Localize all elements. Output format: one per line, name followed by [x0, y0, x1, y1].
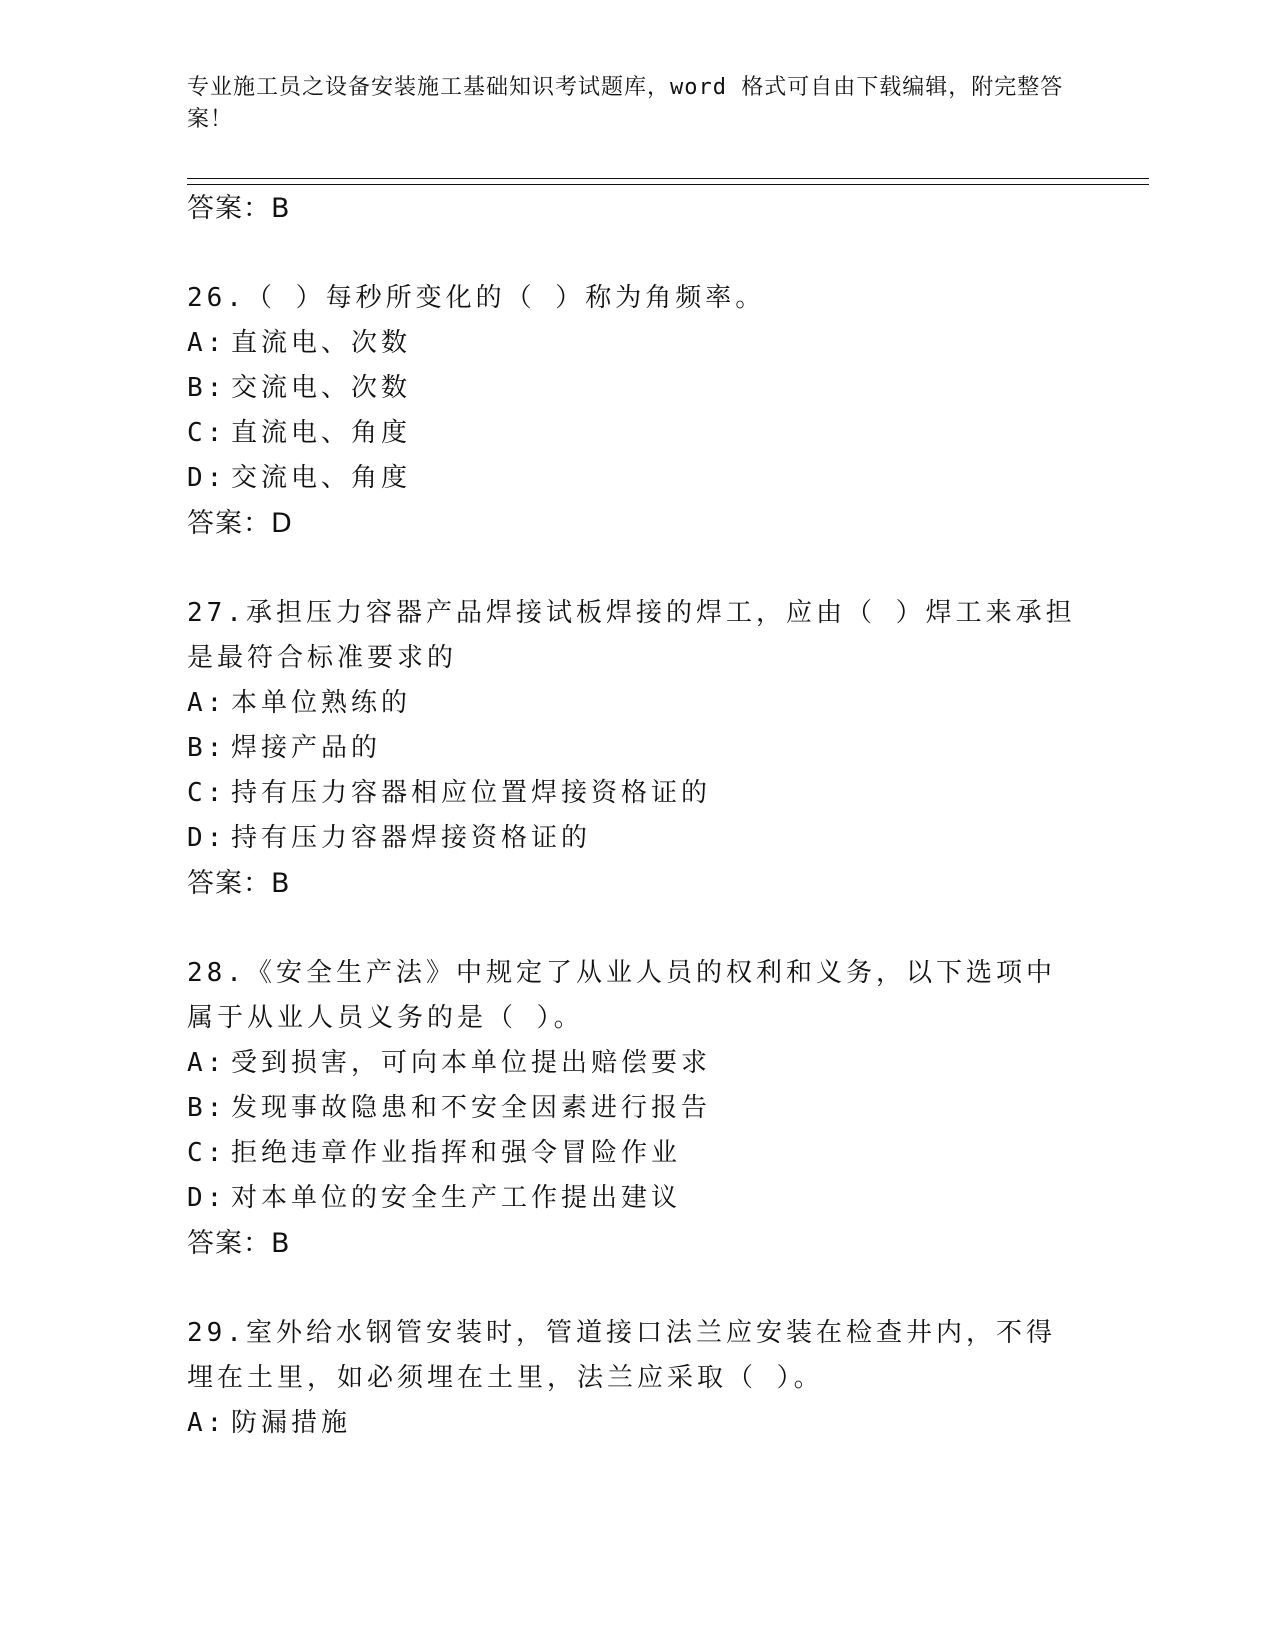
option-item [187, 816, 1087, 861]
option-key: A: [187, 688, 227, 718]
option-item [187, 1086, 1087, 1131]
option-text: 焊接产品的 [231, 733, 382, 763]
document-header: 专业施工员之设备安装施工基础知识考试题库，word 格式可自由下载编辑，附完整答案！ [187, 75, 1064, 132]
option-text: 发现事故隐患和不安全因素进行报告 [231, 1093, 712, 1123]
option-key: C: [187, 778, 227, 808]
option-text: 防漏措施 [231, 1408, 352, 1438]
option-item [187, 321, 1087, 366]
option-key: C: [187, 1138, 227, 1168]
option-item [187, 456, 1087, 501]
question-text: 29.室外给水钢管安装时，管道接口法兰应安装在检查井内，不得埋在土里，如必须埋在土里，法兰应采取（ ）。 [187, 1318, 1056, 1393]
option-item [187, 681, 1087, 726]
option-text: 受到损害，可向本单位提出赔偿要求 [231, 1048, 712, 1078]
option-text: 持有压力容器相应位置焊接资格证的 [231, 778, 712, 808]
option-item [187, 1401, 1087, 1446]
option-item [187, 726, 1087, 771]
option-item [187, 1176, 1087, 1221]
answer-line: 答案：B [187, 868, 291, 899]
option-text: 拒绝违章作业指挥和强令冒险作业 [231, 1138, 682, 1168]
question-text: 27.承担压力容器产品焊接试板焊接的焊工，应由（ ）焊工来承担是最符合标准要求的 [187, 598, 1076, 673]
question-list [187, 186, 1087, 1446]
answer-line: 答案：D [187, 508, 293, 539]
option-item [187, 771, 1087, 816]
option-key: D: [187, 1183, 227, 1213]
option-item [187, 1131, 1087, 1176]
option-text: 本单位熟练的 [231, 688, 412, 718]
option-text: 交流电、角度 [231, 463, 412, 493]
option-key: A: [187, 328, 227, 358]
option-key: A: [187, 1048, 227, 1078]
answer-line: 答案：B [187, 193, 291, 224]
option-key: D: [187, 463, 227, 493]
option-text: 直流电、角度 [231, 418, 412, 448]
question-text: 26.（ ）每秒所变化的（ ）称为角频率。 [187, 283, 766, 313]
option-key: B: [187, 733, 227, 763]
option-text: 对本单位的安全生产工作提出建议 [231, 1183, 682, 1213]
header-divider [187, 178, 1149, 185]
option-item [187, 411, 1087, 456]
option-key: D: [187, 823, 227, 853]
option-key: B: [187, 373, 227, 403]
answer-line: 答案：B [187, 1228, 291, 1259]
option-key: B: [187, 1093, 227, 1123]
option-text: 交流电、次数 [231, 373, 412, 403]
option-item [187, 1041, 1087, 1086]
option-text: 持有压力容器焊接资格证的 [231, 823, 592, 853]
option-key: A: [187, 1408, 227, 1438]
option-item [187, 366, 1087, 411]
option-text: 直流电、次数 [231, 328, 412, 358]
option-key: C: [187, 418, 227, 448]
question-text: 28.《安全生产法》中规定了从业人员的权利和义务，以下选项中属于从业人员义务的是（ ）。 [187, 958, 1056, 1033]
